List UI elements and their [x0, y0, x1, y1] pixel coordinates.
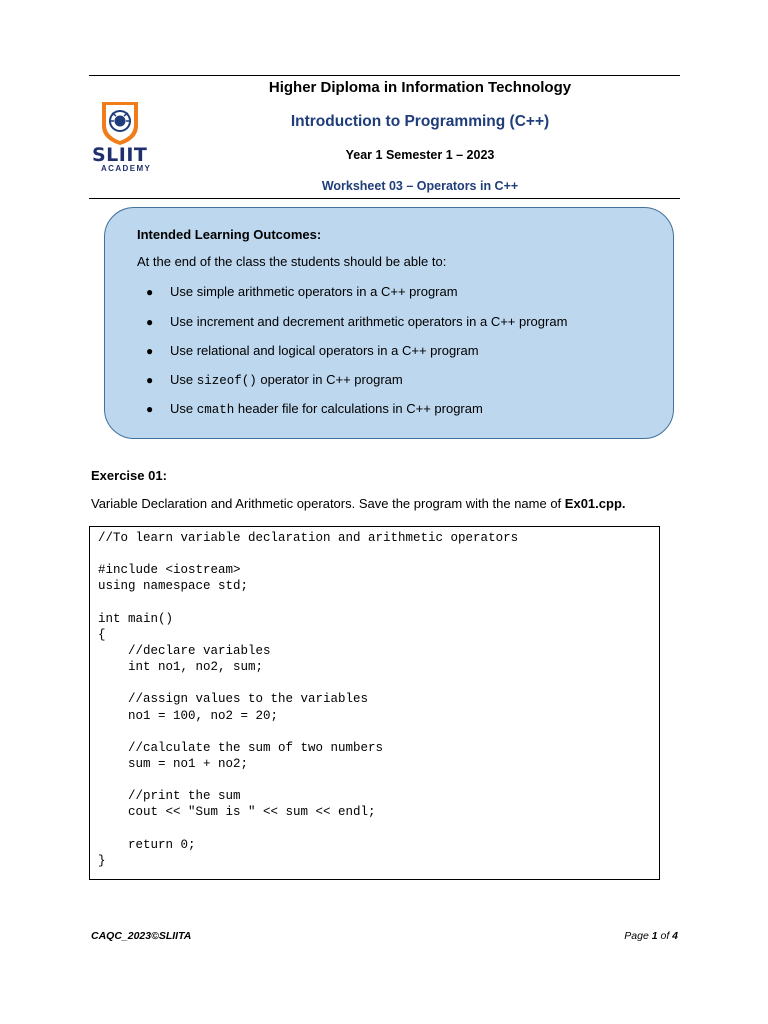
learning-outcomes-heading: Intended Learning Outcomes:	[137, 227, 322, 242]
code-line: int main()	[98, 611, 174, 626]
bullet-icon: ●	[146, 373, 154, 387]
outcome-item: ● Use simple arithmetic operators in a C++ program	[146, 284, 458, 299]
bullet-icon: ●	[146, 285, 154, 299]
code-line: //declare variables	[98, 643, 271, 658]
header-top-rule	[89, 75, 680, 76]
bullet-icon: ●	[146, 315, 154, 329]
footer-copyright: CAQC_2023©SLIITA	[91, 930, 192, 942]
outcome-item: ● Use increment and decrement arithmetic operators in a C++ program	[146, 314, 568, 329]
code-line	[98, 595, 518, 611]
logo-subtitle: ACADEMY	[101, 164, 152, 173]
header-bottom-rule	[89, 198, 680, 199]
code-line: cout << "Sum is " << sum << endl;	[98, 805, 376, 820]
code-line: int no1, no2, sum;	[98, 660, 264, 675]
code-line	[98, 546, 518, 562]
semester-line: Year 1 Semester 1 – 2023	[345, 148, 495, 162]
learning-outcomes-intro: At the end of the class the students should be able to:	[137, 254, 447, 269]
code-line: //To learn variable declaration and arithmetic operators	[98, 531, 519, 545]
outcome-item: ● Use sizeof() operator in C++ program	[146, 372, 403, 388]
code-line: //print the sum	[98, 789, 241, 804]
bullet-icon: ●	[146, 344, 154, 358]
outcome-item: ● Use cmath header file for calculations in C++ program	[146, 401, 483, 417]
code-line: }	[98, 853, 106, 868]
code-line: return 0;	[98, 837, 196, 852]
code-line: //calculate the sum of two numbers	[98, 740, 384, 755]
outcome-item: ● Use relational and logical operators in a C++ program	[146, 343, 479, 358]
document-title: Higher Diploma in Information Technology	[268, 79, 572, 96]
code-line: sum = no1 + no2;	[98, 756, 249, 771]
code-line: using namespace std;	[98, 579, 249, 594]
code-line	[98, 821, 518, 837]
exercise-description: Variable Declaration and Arithmetic operators. Save the program with the name of Ex01.cpp.	[91, 496, 626, 511]
code-line: //assign values to the variables	[98, 692, 369, 707]
exercise-title: Exercise 01:	[91, 468, 167, 483]
page-number: Page 1 of 4	[624, 930, 678, 942]
code-line: {	[98, 627, 106, 642]
code-listing	[98, 530, 518, 869]
code-line	[98, 675, 518, 691]
code-line: #include <iostream>	[98, 563, 241, 578]
exercise-filename: Ex01.cpp.	[564, 496, 626, 511]
logo-name: SLIIT	[92, 144, 148, 166]
bullet-icon: ●	[146, 402, 154, 416]
code-line	[98, 772, 518, 788]
code-line: no1 = 100, no2 = 20;	[98, 708, 279, 723]
course-title: Introduction to Programming (C++)	[290, 113, 550, 130]
code-line	[98, 724, 518, 740]
worksheet-title: Worksheet 03 – Operators in C++	[321, 179, 519, 193]
